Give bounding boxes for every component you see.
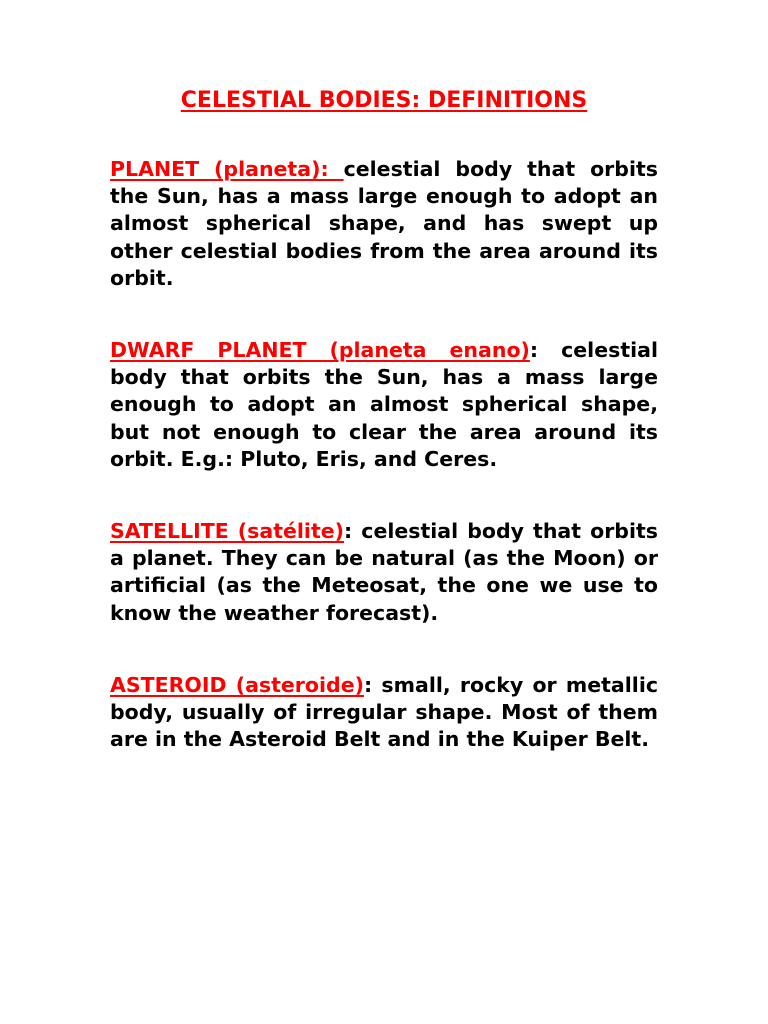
- separator-asteroid: :: [363, 672, 382, 697]
- definition-text-planet: celestial body that orbits the Sun, has a mass large enough to adopt an almost spherical shape, and has swept up other celestial bodies from the area around its orbit.: [110, 157, 658, 290]
- definition-text-dwarf-planet: celestial body that orbits the Sun, has a mass large enough to adopt an almost spherical shape, but not enough to clear the area around its orbit. E.g.: Pluto, Eris, and Ceres.: [110, 338, 658, 471]
- term-asteroid: ASTEROID (asteroide): [110, 672, 364, 697]
- definition-satellite: [110, 518, 658, 627]
- definition-dwarf-planet: [110, 337, 658, 473]
- term-planet: PLANET (planeta):: [110, 157, 344, 181]
- term-dwarf-planet: DWARF PLANET (planeta enano): [110, 338, 530, 363]
- separator-satellite: :: [344, 519, 362, 544]
- definition-planet: [110, 156, 658, 292]
- term-satellite: SATELLITE (satélite): [110, 519, 345, 544]
- separator-dwarf-planet: :: [529, 338, 562, 363]
- definition-text-asteroid: small, rocky or metallic body, usually of irregular shape. Most of them are in the Asteroid Belt and in the Kuiper Belt.: [110, 672, 658, 752]
- document-title: CELESTIAL BODIES: DEFINITIONS: [180, 88, 588, 113]
- definition-text-satellite: celestial body that orbits a planet. They can be natural (as the Moon) or artificial (as the Meteosat, the one we use to know the weather forecast).: [110, 519, 659, 625]
- definition-asteroid: [110, 672, 658, 754]
